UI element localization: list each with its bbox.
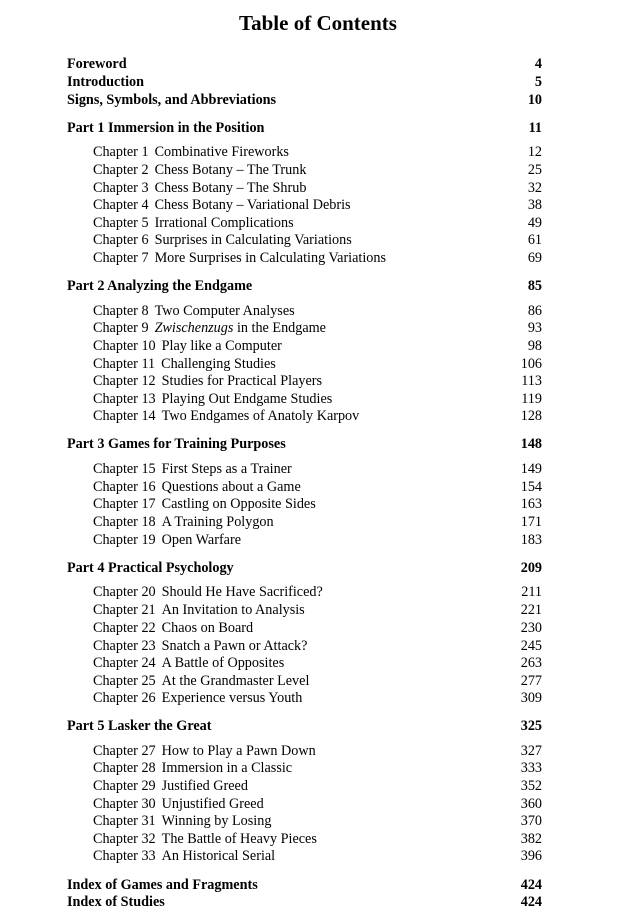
- toc-chapter[interactable]: [0, 495, 636, 513]
- chapter-title: Winning by Losing: [161, 813, 272, 829]
- chapter-title: Castling on Opposite Sides: [161, 496, 316, 512]
- toc-chapter[interactable]: [0, 531, 636, 549]
- chapter-number: Chapter 27: [93, 743, 156, 759]
- toc-chapter[interactable]: [0, 460, 636, 478]
- entry-page: 10: [527, 92, 542, 108]
- part-label: Part 1 Immersion in the Position: [67, 120, 265, 136]
- chapter-page: 32: [527, 180, 542, 196]
- part-label: Part 4 Practical Psychology: [67, 560, 234, 576]
- chapter-page: 128: [520, 408, 542, 424]
- chapter-title: Studies for Practical Players: [161, 373, 323, 389]
- chapter-title: A Training Polygon: [161, 514, 274, 530]
- entry-label: Introduction: [67, 74, 144, 90]
- chapter-page: 119: [521, 391, 542, 407]
- toc-chapter[interactable]: [0, 337, 636, 355]
- chapter-number: Chapter 2: [93, 162, 149, 178]
- chapter-number: Chapter 32: [93, 831, 156, 847]
- toc-chapter[interactable]: [0, 583, 636, 601]
- chapter-number: Chapter 5: [93, 215, 149, 231]
- chapter-page: 171: [520, 514, 542, 530]
- chapter-page: 98: [527, 338, 542, 354]
- part-page: 148: [520, 436, 542, 452]
- chapter-page: 12: [527, 144, 542, 160]
- toc-chapter[interactable]: [0, 143, 636, 161]
- toc-entry-signs[interactable]: [0, 91, 636, 109]
- toc-chapter[interactable]: [0, 654, 636, 672]
- entry-label: Index of Games and Fragments: [67, 877, 258, 893]
- toc-chapter[interactable]: [0, 830, 636, 848]
- chapter-number: Chapter 10: [93, 338, 156, 354]
- chapter-page: 396: [520, 848, 542, 864]
- chapter-number: Chapter 18: [93, 514, 156, 530]
- chapter-title: Chess Botany – The Trunk: [154, 162, 307, 178]
- chapter-title: Surprises in Calculating Variations: [154, 232, 352, 248]
- toc-chapter[interactable]: [0, 302, 636, 320]
- chapter-number: Chapter 19: [93, 532, 156, 548]
- chapter-page: 221: [520, 602, 542, 618]
- toc-chapter[interactable]: [0, 637, 636, 655]
- chapter-page: 277: [520, 673, 542, 689]
- chapter-title: At the Grandmaster Level: [161, 673, 310, 689]
- part-page: 209: [520, 560, 542, 576]
- toc-chapter[interactable]: [0, 161, 636, 179]
- chapter-title: Justified Greed: [161, 778, 248, 794]
- toc-part-3[interactable]: [0, 435, 636, 453]
- chapter-page: 61: [527, 232, 542, 248]
- chapter-number: Chapter 22: [93, 620, 156, 636]
- chapter-page: 327: [520, 743, 542, 759]
- chapter-title: Experience versus Youth: [161, 690, 303, 706]
- entry-page: 424: [520, 877, 542, 893]
- entry-page: 5: [534, 74, 542, 90]
- chapter-title: Two Computer Analyses: [154, 303, 295, 319]
- toc-chapter[interactable]: [0, 372, 636, 390]
- chapter-page: 309: [520, 690, 542, 706]
- toc-entry-index-games[interactable]: [0, 876, 636, 894]
- chapter-page: 360: [520, 796, 542, 812]
- chapter-page: 69: [527, 250, 542, 266]
- chapter-number: Chapter 16: [93, 479, 156, 495]
- toc-chapter[interactable]: [0, 847, 636, 865]
- chapter-page: 183: [520, 532, 542, 548]
- toc-entry-index-studies[interactable]: [0, 893, 636, 911]
- chapter-number: Chapter 17: [93, 496, 156, 512]
- chapter-title: More Surprises in Calculating Variations: [154, 250, 386, 266]
- chapter-page: 113: [521, 373, 542, 389]
- chapter-number: Chapter 20: [93, 584, 156, 600]
- chapter-title: in the Endgame: [233, 320, 326, 336]
- chapter-page: 149: [520, 461, 542, 477]
- entry-label: Signs, Symbols, and Abbreviations: [67, 92, 277, 108]
- chapter-title: Playing Out Endgame Studies: [161, 391, 333, 407]
- chapter-number: Chapter 28: [93, 760, 156, 776]
- toc-chapter[interactable]: [0, 812, 636, 830]
- chapter-number: Chapter 21: [93, 602, 156, 618]
- chapter-title: Chess Botany – The Shrub: [154, 180, 307, 196]
- chapter-title: First Steps as a Trainer: [161, 461, 292, 477]
- chapter-title: Play like a Computer: [161, 338, 282, 354]
- chapter-number: Chapter 4: [93, 197, 149, 213]
- chapter-number: Chapter 14: [93, 408, 156, 424]
- toc-chapter[interactable]: [0, 249, 636, 267]
- chapter-number: Chapter 33: [93, 848, 156, 864]
- chapter-title: Open Warfare: [161, 532, 241, 548]
- chapter-page: 245: [520, 638, 542, 654]
- part-label: Part 5 Lasker the Great: [67, 718, 212, 734]
- chapter-number: Chapter 25: [93, 673, 156, 689]
- chapter-page: 154: [520, 479, 542, 495]
- toc-chapter[interactable]: [0, 319, 636, 337]
- entry-label: Index of Studies: [67, 894, 165, 910]
- toc-chapter[interactable]: [0, 619, 636, 637]
- chapter-title: An Historical Serial: [161, 848, 276, 864]
- chapter-number: Chapter 30: [93, 796, 156, 812]
- entry-label: Foreword: [67, 56, 127, 72]
- chapter-number: Chapter 29: [93, 778, 156, 794]
- chapter-number: Chapter 26: [93, 690, 156, 706]
- entry-page: 4: [534, 56, 542, 72]
- chapter-page: 86: [527, 303, 542, 319]
- chapter-page: 370: [520, 813, 542, 829]
- entry-page: 424: [520, 894, 542, 910]
- chapter-title: Irrational Complications: [154, 215, 294, 231]
- chapter-title: Snatch a Pawn or Attack?: [161, 638, 308, 654]
- toc-chapter[interactable]: [0, 196, 636, 214]
- chapter-number: Chapter 6: [93, 232, 149, 248]
- part-page: 325: [520, 718, 542, 734]
- chapter-number: Chapter 9: [93, 320, 149, 336]
- part-page: 85: [527, 278, 542, 294]
- toc-part-5[interactable]: [0, 717, 636, 735]
- chapter-page: 211: [521, 584, 542, 600]
- page-title: Table of Contents: [239, 11, 397, 35]
- chapter-title: A Battle of Opposites: [161, 655, 285, 671]
- chapter-number: Chapter 7: [93, 250, 149, 266]
- toc-chapter[interactable]: [0, 689, 636, 707]
- chapter-page: 38: [527, 197, 542, 213]
- chapter-page: 93: [527, 320, 542, 336]
- chapter-number: Chapter 8: [93, 303, 149, 319]
- toc-part-1[interactable]: [0, 119, 636, 137]
- toc-chapter[interactable]: [0, 407, 636, 425]
- chapter-page: 382: [520, 831, 542, 847]
- chapter-page: 25: [527, 162, 542, 178]
- toc-chapter[interactable]: [0, 478, 636, 496]
- chapter-number: Chapter 3: [93, 180, 149, 196]
- chapter-title: Should He Have Sacrificed?: [161, 584, 323, 600]
- chapter-number: Chapter 31: [93, 813, 156, 829]
- chapter-title: Chess Botany – Variational Debris: [154, 197, 351, 213]
- chapter-title: Chaos on Board: [161, 620, 254, 636]
- toc-entry-introduction[interactable]: [0, 73, 636, 91]
- chapter-title: Unjustified Greed: [161, 796, 264, 812]
- toc-chapter[interactable]: [0, 672, 636, 690]
- chapter-title: Challenging Studies: [161, 356, 276, 372]
- chapter-title: The Battle of Heavy Pieces: [161, 831, 317, 847]
- toc-chapter[interactable]: [0, 601, 636, 619]
- toc-part-4[interactable]: [0, 559, 636, 577]
- chapter-page: 49: [527, 215, 542, 231]
- chapter-title-italic: Zwischenzugs: [154, 320, 234, 336]
- chapter-page: 263: [520, 655, 542, 671]
- toc-chapter[interactable]: [0, 179, 636, 197]
- chapter-page: 352: [520, 778, 542, 794]
- toc-chapter[interactable]: [0, 795, 636, 813]
- chapter-title: Two Endgames of Anatoly Karpov: [161, 408, 360, 424]
- chapter-title: An Invitation to Analysis: [161, 602, 305, 618]
- part-label: Part 2 Analyzing the Endgame: [67, 278, 253, 294]
- chapter-number: Chapter 12: [93, 373, 156, 389]
- chapter-number: Chapter 11: [93, 356, 156, 372]
- part-page: 11: [528, 120, 542, 136]
- toc-part-2[interactable]: [0, 277, 636, 295]
- chapter-title: Immersion in a Classic: [161, 760, 293, 776]
- chapter-title: Questions about a Game: [161, 479, 301, 495]
- chapter-number: Chapter 23: [93, 638, 156, 654]
- chapter-page: 230: [520, 620, 542, 636]
- toc-chapter[interactable]: [0, 390, 636, 408]
- toc-chapter[interactable]: [0, 355, 636, 373]
- part-label: Part 3 Games for Training Purposes: [67, 436, 286, 452]
- toc-chapter[interactable]: [0, 231, 636, 249]
- chapter-title: Combinative Fireworks: [154, 144, 289, 160]
- chapter-page: 106: [520, 356, 542, 372]
- toc-chapter[interactable]: [0, 777, 636, 795]
- chapter-number: Chapter 1: [93, 144, 149, 160]
- chapter-page: 163: [520, 496, 542, 512]
- toc-chapter[interactable]: [0, 759, 636, 777]
- toc-chapter[interactable]: [0, 742, 636, 760]
- toc-chapter[interactable]: [0, 513, 636, 531]
- chapter-number: Chapter 24: [93, 655, 156, 671]
- chapter-number: Chapter 13: [93, 391, 156, 407]
- toc-chapter[interactable]: [0, 214, 636, 232]
- chapter-number: Chapter 15: [93, 461, 156, 477]
- chapter-page: 333: [520, 760, 542, 776]
- toc-entry-foreword[interactable]: [0, 55, 636, 73]
- chapter-title: How to Play a Pawn Down: [161, 743, 316, 759]
